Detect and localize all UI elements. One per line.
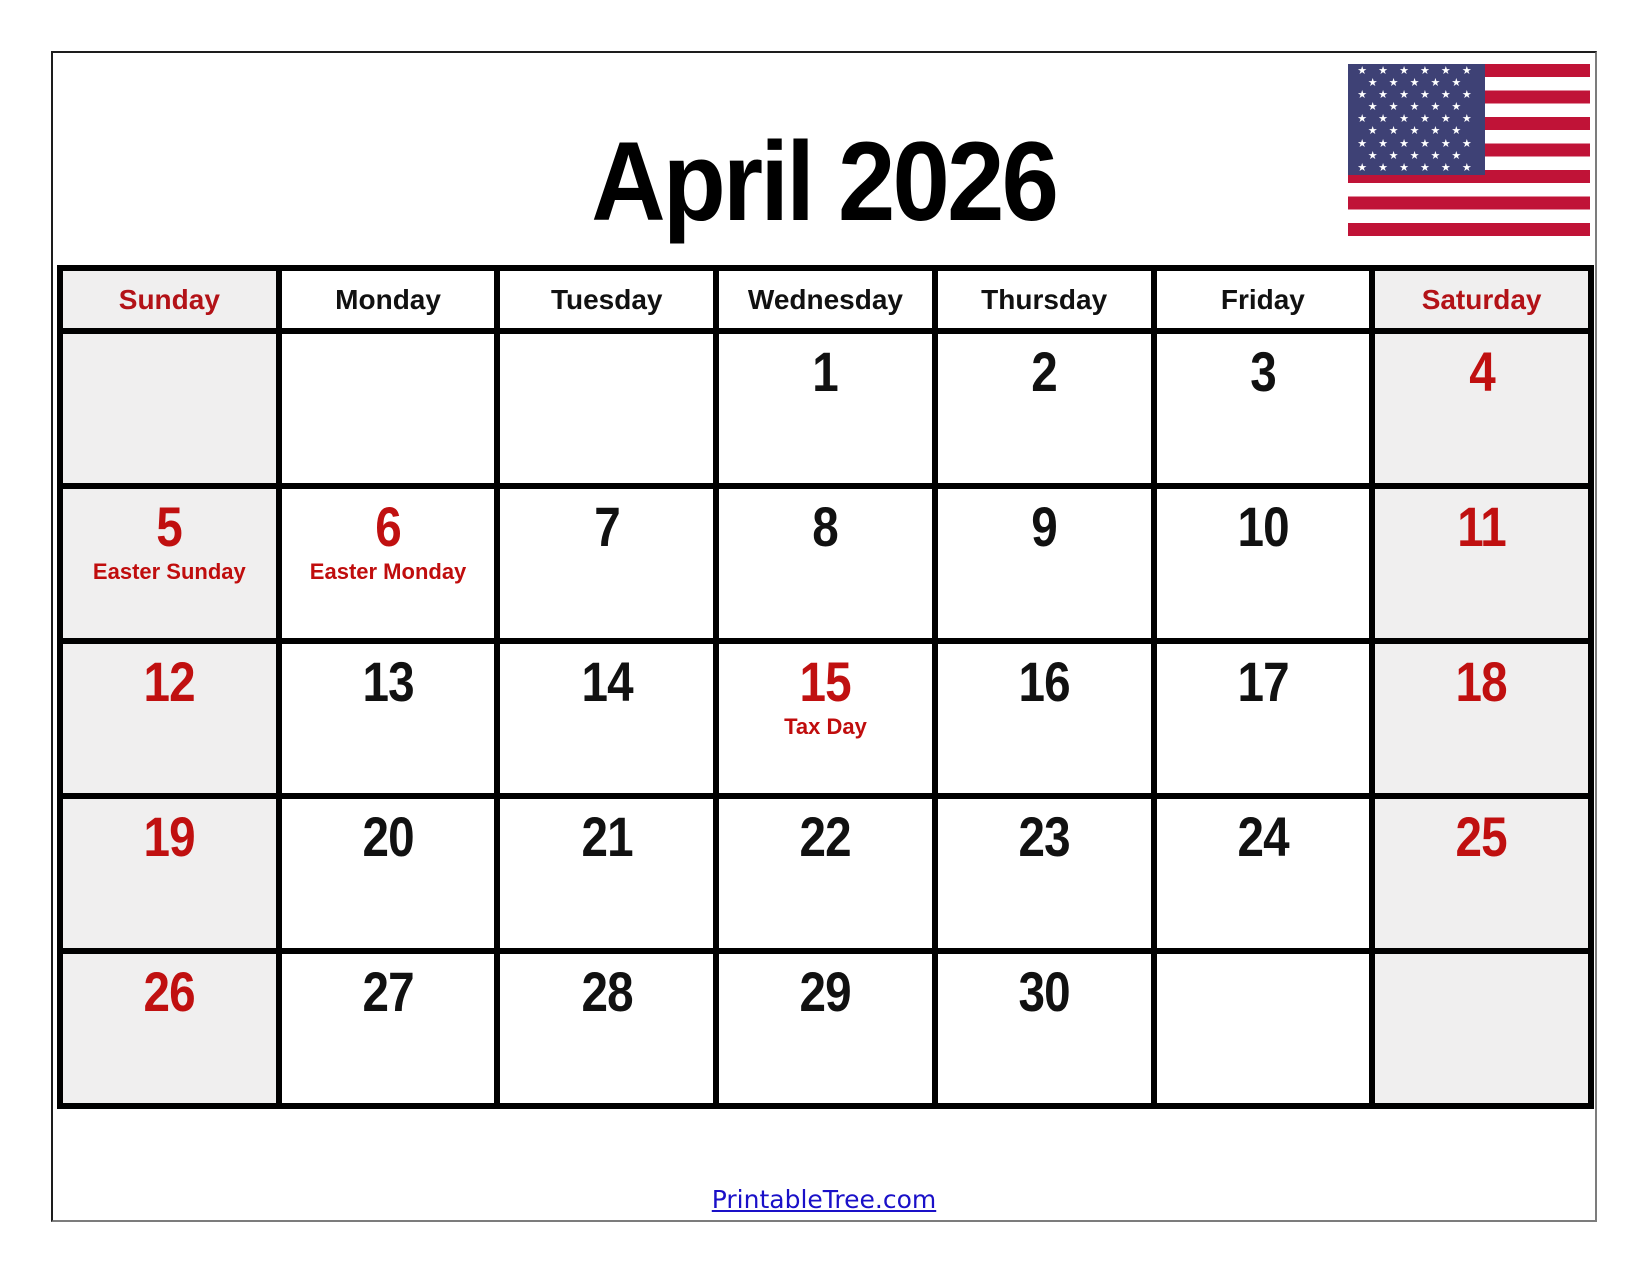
- day-cell: [935, 331, 1154, 486]
- day-cell: [60, 331, 279, 486]
- day-number: 27: [362, 960, 414, 1023]
- day-number: 2: [1031, 340, 1057, 403]
- day-cell: [1372, 951, 1591, 1106]
- day-number: 24: [1237, 805, 1289, 868]
- day-cell: [279, 951, 498, 1106]
- day-number: 8: [812, 495, 839, 558]
- calendar-page: [51, 51, 1597, 1222]
- day-cell: [60, 951, 279, 1106]
- week-row: [60, 641, 1591, 796]
- us-flag-canton: ★ ★ ★ ★ ★ ★ ★ ★ ★ ★ ★ ★ ★ ★ ★ ★ ★ ★ ★ ★ ★ ★ ★ ★ ★ ★ ★ ★ ★ ★ ★ ★ ★ ★ ★ ★ ★ ★ ★ ★ ★ ★ ★ ★ ★ ★ ★ ★ ★ ★: [1348, 64, 1485, 175]
- day-number: 23: [1018, 805, 1070, 868]
- day-cell: [1154, 486, 1373, 641]
- weekday-header-monday: Monday: [279, 268, 498, 331]
- holiday-label: Easter Sunday: [92, 559, 246, 584]
- weekday-header-tuesday: Tuesday: [497, 268, 716, 331]
- day-number: 1: [812, 340, 839, 403]
- day-number: 25: [1455, 805, 1508, 868]
- day-cell: [279, 486, 498, 641]
- week-row: [60, 951, 1591, 1106]
- day-number: 30: [1018, 960, 1070, 1023]
- holiday-label: Tax Day: [784, 714, 867, 739]
- printabletree-link[interactable]: PrintableTree.com: [711, 1185, 937, 1214]
- day-cell: [716, 331, 935, 486]
- day-cell: [497, 486, 716, 641]
- day-cell: [1372, 796, 1591, 951]
- day-cell: [935, 486, 1154, 641]
- day-cell: [1372, 641, 1591, 796]
- day-number: 26: [143, 960, 195, 1023]
- day-number: 20: [362, 805, 414, 868]
- page-title: April 2026: [591, 119, 1057, 244]
- day-number: 13: [362, 650, 414, 713]
- weekday-header-sunday: Sunday: [60, 268, 279, 331]
- day-number: 11: [1457, 495, 1506, 558]
- day-cell: [1372, 331, 1591, 486]
- calendar-table: [57, 265, 1594, 1109]
- week-row: [60, 796, 1591, 951]
- day-cell: [1154, 951, 1373, 1106]
- day-cell: [279, 641, 498, 796]
- weekday-header-thursday: Thursday: [935, 268, 1154, 331]
- day-cell: [497, 951, 716, 1106]
- day-cell: [279, 331, 498, 486]
- holiday-label: Easter Monday: [309, 559, 467, 584]
- day-cell: [1154, 641, 1373, 796]
- day-number: 29: [799, 960, 852, 1023]
- day-number: 12: [143, 650, 195, 713]
- weekday-header-row: [60, 268, 1591, 331]
- day-cell: [716, 486, 935, 641]
- day-cell: [716, 796, 935, 951]
- day-cell: [497, 641, 716, 796]
- day-number: 7: [593, 495, 620, 558]
- day-number: 17: [1237, 650, 1289, 713]
- day-number: 10: [1237, 495, 1289, 558]
- day-cell: [60, 641, 279, 796]
- day-cell: [497, 796, 716, 951]
- day-number: 28: [581, 960, 633, 1023]
- day-number: 19: [143, 805, 195, 868]
- day-cell: [279, 796, 498, 951]
- day-number: 9: [1031, 495, 1057, 558]
- us-flag-icon: [1348, 64, 1590, 236]
- day-cell: [1154, 331, 1373, 486]
- day-number: 3: [1250, 340, 1276, 403]
- day-number: 4: [1468, 340, 1495, 403]
- week-row: [60, 486, 1591, 641]
- day-number: 16: [1018, 650, 1070, 713]
- day-cell: [497, 331, 716, 486]
- day-number: 14: [581, 650, 633, 713]
- day-number: 6: [375, 495, 401, 558]
- day-number: 15: [799, 650, 852, 713]
- day-number: 18: [1455, 650, 1508, 713]
- weekday-header-wednesday: Wednesday: [716, 268, 935, 331]
- weekday-header-saturday: Saturday: [1372, 268, 1591, 331]
- day-cell: [935, 796, 1154, 951]
- weekday-header-friday: Friday: [1154, 268, 1373, 331]
- day-cell: [716, 641, 935, 796]
- week-row: [60, 331, 1591, 486]
- day-cell: [60, 486, 279, 641]
- day-number: 5: [156, 495, 183, 558]
- day-cell: [935, 641, 1154, 796]
- day-cell: [716, 951, 935, 1106]
- day-cell: [1154, 796, 1373, 951]
- day-cell: [935, 951, 1154, 1106]
- day-cell: [1372, 486, 1591, 641]
- day-cell: [60, 796, 279, 951]
- day-number: 22: [799, 805, 852, 868]
- day-number: 21: [581, 805, 633, 868]
